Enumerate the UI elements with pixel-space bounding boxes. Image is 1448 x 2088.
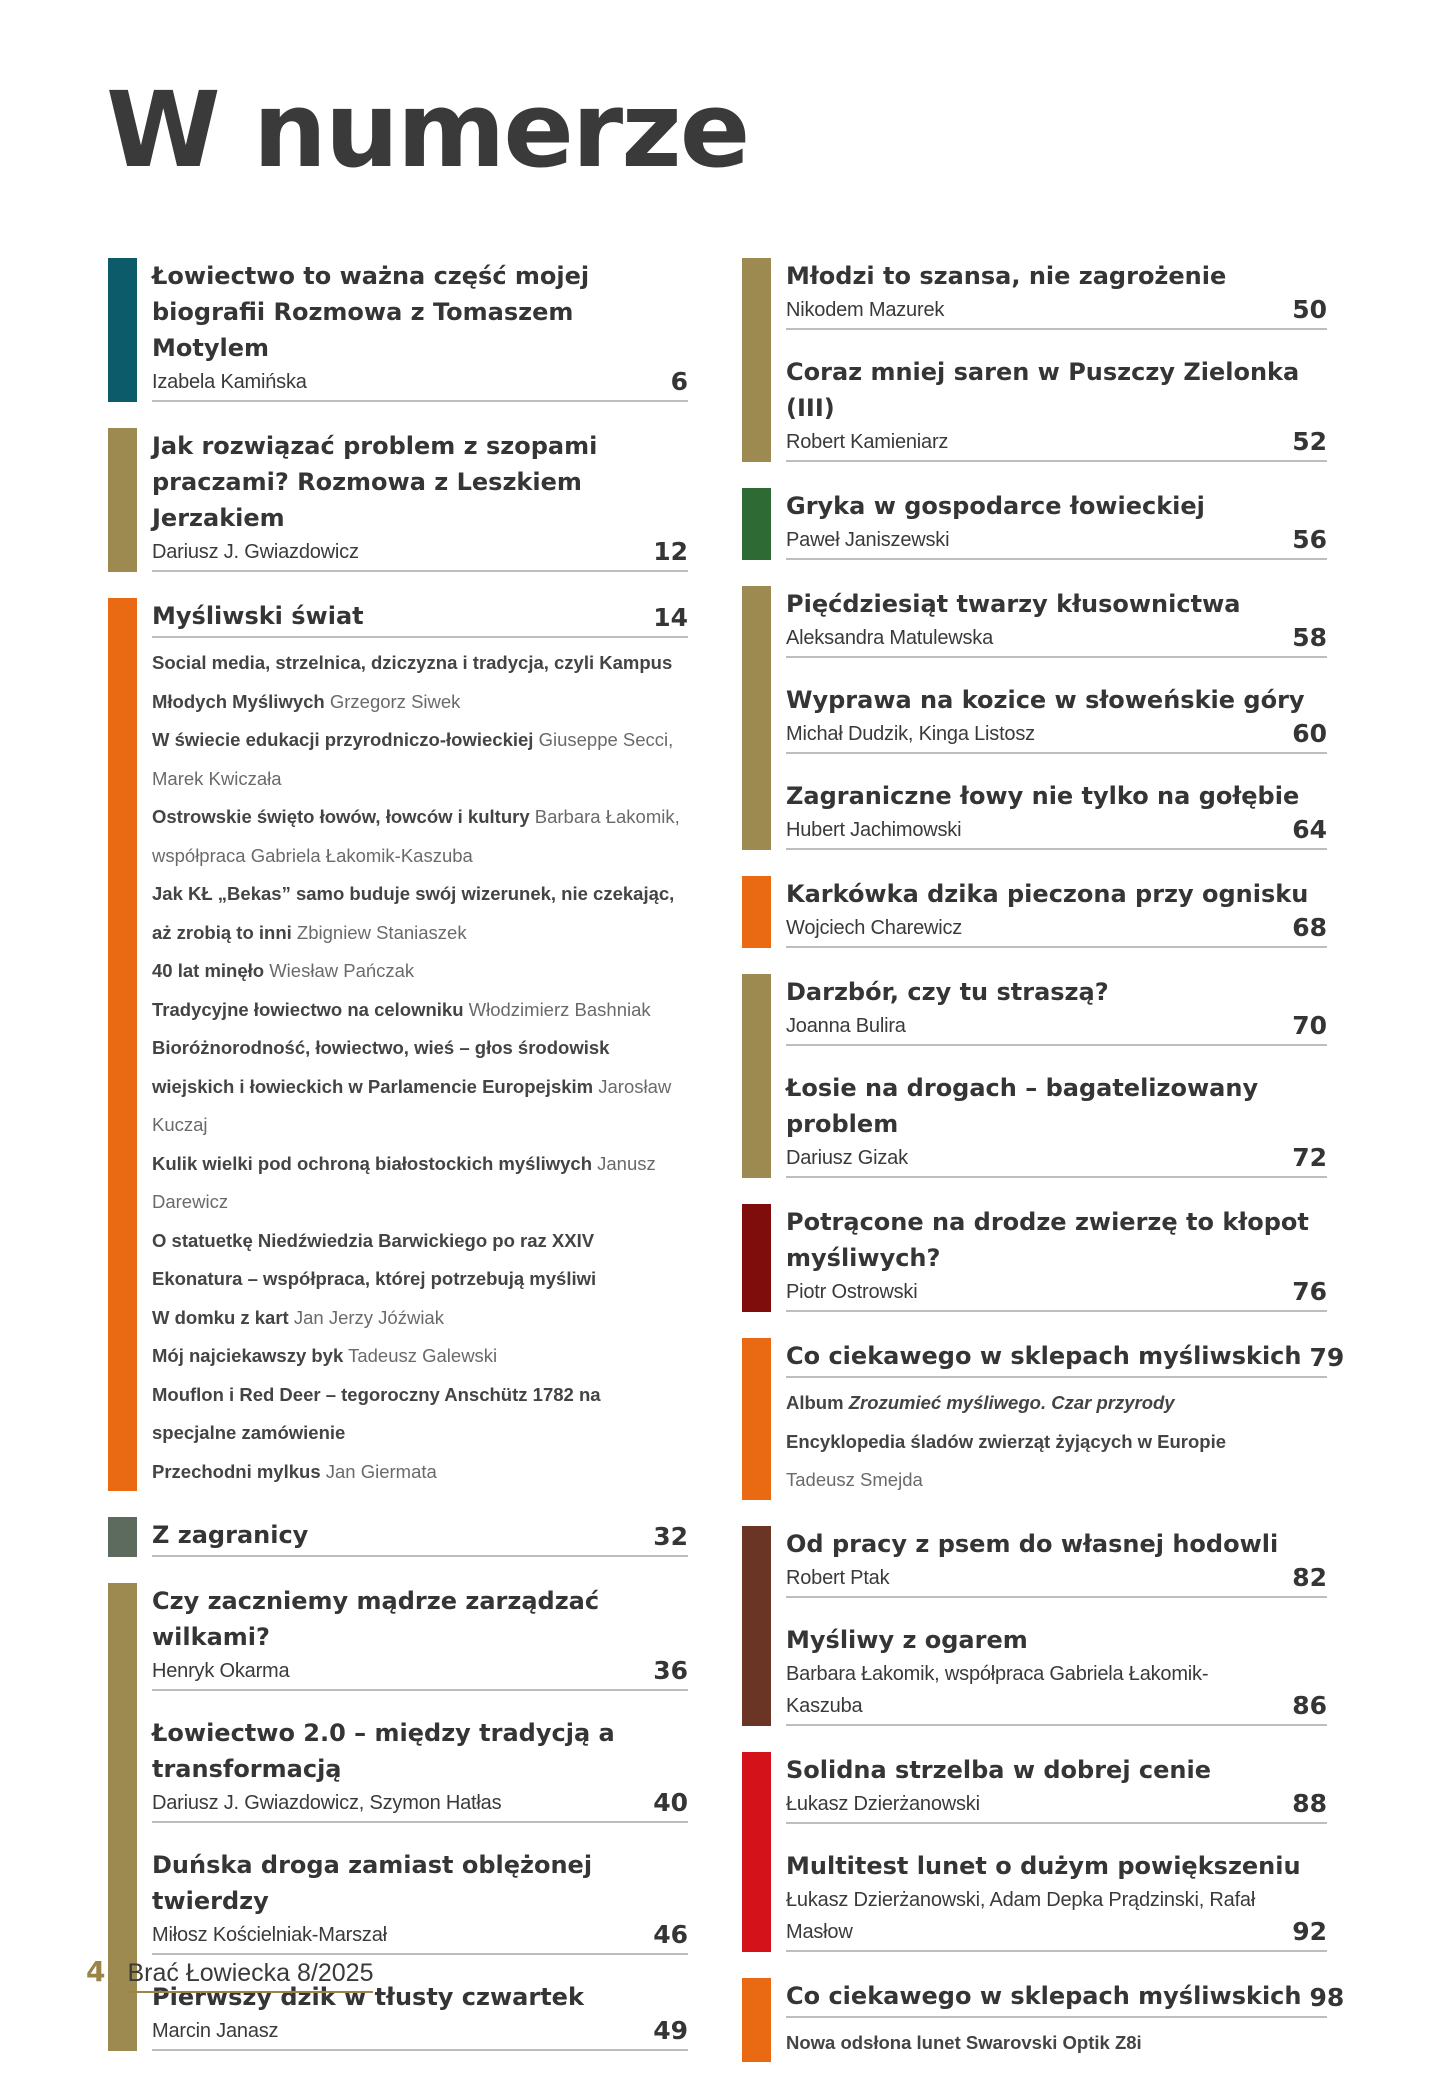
- entry-title: Łowiectwo 2.0 – między tradycją a transformacją: [152, 1719, 615, 1783]
- toc-block-sklepy: [742, 1338, 1345, 1500]
- section-color-bar: [742, 488, 771, 560]
- toc-entry[interactable]: [152, 258, 688, 402]
- entry-author: Łukasz Dzierżanowski, Adam Depka Prądzinski, Rafał Masłow: [786, 1888, 1256, 1943]
- entry-title: Od pracy z psem do własnej hodowli: [786, 1529, 1279, 1558]
- entry-author: Aleksandra Matulewska: [786, 627, 994, 649]
- subitem[interactable]: [152, 798, 688, 875]
- subitem[interactable]: [152, 1222, 688, 1261]
- subitem-author: Grzegorz Siwek: [329, 690, 461, 712]
- toc-entry[interactable]: [786, 258, 1327, 330]
- toc-block: [742, 974, 1327, 1178]
- entry-author: Izabela Kamińska: [152, 371, 307, 393]
- toc-block: [742, 258, 1327, 462]
- entry-title: Wyprawa na kozice w słoweńskie góry: [786, 686, 1305, 714]
- entry-title: Zagraniczne łowy nie tylko na gołębie: [786, 782, 1300, 810]
- entry-author: Dariusz Gizak: [786, 1147, 908, 1169]
- entry-page: 68: [1292, 913, 1327, 942]
- entry-author: Dariusz J. Gwiazdowicz: [152, 541, 359, 563]
- section-color-bar: [742, 1204, 771, 1312]
- section-color-bar: [108, 598, 137, 1491]
- toc-entry[interactable]: [152, 1583, 688, 1691]
- subitem-author: Tadeusz Smejda: [786, 1469, 923, 1490]
- subitem[interactable]: [152, 952, 688, 991]
- entry-author: Marcin Janasz: [152, 2020, 279, 2042]
- subitem[interactable]: [152, 1299, 688, 1338]
- entry-author: Nikodem Mazurek: [786, 299, 945, 321]
- subitem-author: Zbigniew Staniaszek: [296, 921, 467, 943]
- toc-block: [108, 1517, 688, 1557]
- subitem-title: Ekonatura – współpraca, której potrzebują myśliwi: [152, 1268, 597, 1289]
- section-color-bar: [742, 876, 771, 948]
- subitem[interactable]: [152, 875, 688, 952]
- subitem-list: [786, 2024, 1327, 2063]
- subitem[interactable]: [152, 991, 688, 1030]
- section-color-bar: [742, 1526, 771, 1726]
- entry-page: 56: [1292, 525, 1327, 554]
- entry-author: Dariusz J. Gwiazdowicz, Szymon Hatłas: [152, 1792, 502, 1814]
- subitem-title: Jak KŁ „Bekas” samo buduje swój wizerunek, nie czekając, aż zrobią to inni: [152, 883, 675, 943]
- entry-title: Co ciekawego w sklepach myśliwskich: [786, 1342, 1302, 1370]
- entry-title: Młodzi to szansa, nie zagrożenie: [786, 262, 1227, 290]
- entry-page: 64: [1292, 815, 1327, 844]
- page-title: W numerze: [106, 69, 749, 191]
- subitem[interactable]: [152, 721, 688, 798]
- subitem[interactable]: [152, 1376, 688, 1453]
- subitem-list: [152, 644, 688, 1491]
- subitem[interactable]: [152, 1453, 688, 1492]
- subitem-title: Przechodni mylkus: [152, 1460, 321, 1482]
- entry-title: Darzbór, czy tu straszą?: [786, 978, 1109, 1006]
- entry-author: Joanna Bulira: [786, 1015, 906, 1037]
- entry-page: 6: [670, 367, 688, 396]
- right-column: [742, 258, 1345, 2088]
- entry-title: Solidna strzelba w dobrej cenie: [786, 1755, 1212, 1784]
- toc-entry[interactable]: [786, 1848, 1327, 1952]
- toc-entry[interactable]: [152, 1517, 688, 1557]
- subitem-author: Janusz Darewicz: [152, 1152, 656, 1212]
- entry-title: Jak rozwiązać problem z szopami praczami? Rozmowa z Leszkiem Jerzakiem: [152, 432, 598, 532]
- toc-entry[interactable]: [786, 1752, 1327, 1824]
- toc-block: [742, 1752, 1327, 1952]
- entry-page: 58: [1292, 623, 1327, 652]
- entry-page: 32: [653, 1522, 688, 1551]
- entry-title: Czy zaczniemy mądrze zarządzać wilkami?: [152, 1587, 600, 1651]
- page-number: 4: [86, 1955, 106, 1988]
- entry-title: Łosie na drogach – bagatelizowany problem: [786, 1074, 1259, 1138]
- toc-entry[interactable]: [786, 1338, 1345, 1500]
- toc-entry[interactable]: [152, 428, 688, 572]
- subitem-author: Jarosław Kuczaj: [152, 1075, 672, 1135]
- section-color-bar: [742, 1978, 771, 2063]
- entry-title: Łowiectwo to ważna część mojej biografii Rozmowa z Tomaszem Motylem: [152, 262, 590, 362]
- subitem[interactable]: [152, 1029, 688, 1145]
- subitem-label: Album: [786, 1392, 844, 1413]
- subitem-list: [786, 1384, 1327, 1500]
- entry-title: Duńska droga zamiast oblężonej twierdzy: [152, 1851, 593, 1915]
- toc-entry[interactable]: [786, 354, 1327, 462]
- entry-page: 12: [653, 537, 688, 566]
- entry-page: 82: [1292, 1562, 1327, 1592]
- entry-page: 40: [653, 1788, 688, 1817]
- page-footer: [86, 1955, 373, 1993]
- entry-page: 14: [653, 603, 688, 632]
- toc-entry[interactable]: [786, 778, 1327, 850]
- entry-author: Paweł Janiszewski: [786, 529, 950, 551]
- entry-page: 79: [1309, 1343, 1345, 1372]
- toc-entry[interactable]: [786, 586, 1327, 658]
- entry-page: 36: [653, 1656, 688, 1685]
- toc-block-mysliwski-swiat: [108, 598, 688, 1491]
- entry-author: Robert Ptak: [786, 1566, 890, 1589]
- toc-block: [742, 1204, 1327, 1312]
- entry-page: 60: [1292, 719, 1327, 748]
- subitem-title: Tradycyjne łowiectwo na celowniku: [152, 998, 464, 1020]
- subitem[interactable]: [786, 2024, 1327, 2063]
- subitem-author: Barbara Łakomik, współpraca Gabriela Łakomik-Kaszuba: [152, 806, 680, 866]
- toc-entry[interactable]: [152, 598, 688, 1491]
- entry-author: Miłosz Kościelniak-Marszał: [152, 1924, 387, 1946]
- section-color-bar: [108, 428, 137, 572]
- entry-author: Henryk Okarma: [152, 1660, 290, 1682]
- subitem-title: Kulik wielki pod ochroną białostockich myśliwych: [152, 1152, 592, 1174]
- subitem-author: Giuseppe Secci, Marek Kwiczała: [152, 729, 674, 789]
- toc-block: [742, 1978, 1345, 2063]
- toc-block: [108, 258, 688, 402]
- entry-author: Piotr Ostrowski: [786, 1281, 918, 1303]
- entry-title: Potrącone na drodze zwierzę to kłopot myśliwych?: [786, 1208, 1309, 1272]
- entry-author: Michał Dudzik, Kinga Listosz: [786, 723, 1035, 745]
- entry-page: 98: [1309, 1982, 1345, 2012]
- entry-page: 72: [1292, 1143, 1327, 1172]
- entry-page: 70: [1292, 1011, 1327, 1040]
- toc-entry[interactable]: [786, 876, 1327, 948]
- entry-title: Coraz mniej saren w Puszczy Zielonka (III): [786, 358, 1300, 422]
- entry-title: Myśliwy z ogarem: [786, 1625, 1028, 1654]
- entry-page: 52: [1292, 427, 1327, 456]
- entry-title: Gryka w gospodarce łowieckiej: [786, 492, 1205, 520]
- toc-entry[interactable]: [786, 1622, 1327, 1726]
- section-color-bar: [742, 974, 771, 1178]
- entry-author: Łukasz Dzierżanowski: [786, 1792, 980, 1815]
- magazine-issue: Brać Łowiecka 8/2025: [127, 1959, 373, 1993]
- toc-block: [742, 1526, 1327, 1726]
- toc-block: [108, 428, 688, 572]
- toc-entry[interactable]: [152, 1847, 688, 1955]
- toc-entry[interactable]: [786, 488, 1327, 560]
- entry-title: Pięćdziesiąt twarzy kłusownictwa: [786, 590, 1241, 618]
- subitem: [786, 1461, 1327, 1500]
- toc-entry[interactable]: [786, 1978, 1345, 2063]
- entry-title: Multitest lunet o dużym powiększeniu: [786, 1851, 1301, 1880]
- subitem-title: Encyklopedia śladów zwierząt żyjących w Europie: [786, 1430, 1227, 1452]
- section-color-bar: [742, 1752, 771, 1952]
- left-column: [108, 258, 688, 2077]
- subitem[interactable]: [152, 1337, 688, 1376]
- entry-title: Pierwszy dzik w tłusty czwartek: [152, 1983, 584, 2011]
- entry-page: 50: [1292, 295, 1327, 324]
- subitem[interactable]: [786, 1384, 1327, 1423]
- subitem-title: W domku z kart: [152, 1306, 289, 1328]
- toc-block: [742, 876, 1327, 948]
- subitem-author: Wiesław Pańczak: [269, 960, 415, 981]
- subitem-title: Mój najciekawszy byk: [152, 1345, 344, 1366]
- section-color-bar: [108, 258, 137, 402]
- section-color-bar: [742, 258, 771, 462]
- subitem[interactable]: [152, 1260, 688, 1299]
- entry-title: Co ciekawego w sklepach myśliwskich: [786, 1981, 1302, 2010]
- section-color-bar: [742, 1338, 771, 1500]
- entry-page: 86: [1292, 1690, 1327, 1720]
- subitem-title: W świecie edukacji przyrodniczo-łowieckiej: [152, 729, 534, 750]
- subitem-title: Nowa odsłona lunet Swarovski Optik Z8i: [786, 2031, 1142, 2053]
- subitem-title: Zrozumieć myśliwego. Czar przyrody: [848, 1392, 1175, 1413]
- toc-block: [742, 586, 1327, 850]
- subitem-title: Social media, strzelnica, dziczyzna i tradycja, czyli Kampus Młodych Myśliwych: [152, 652, 673, 712]
- entry-title: Myśliwski świat: [152, 602, 364, 630]
- subitem-title: 40 lat minęło: [152, 960, 265, 981]
- section-color-bar: [742, 586, 771, 850]
- subitem[interactable]: [152, 1145, 688, 1222]
- entry-page: 76: [1292, 1277, 1327, 1306]
- entry-page: 92: [1292, 1916, 1327, 1946]
- entry-page: 49: [653, 2016, 688, 2045]
- subitem-author: Jan Jerzy Jóźwiak: [293, 1306, 444, 1328]
- subitem-title: O statuetkę Niedźwiedzia Barwickiego po raz XXIV: [152, 1229, 595, 1251]
- section-color-bar: [108, 1517, 137, 1557]
- entry-page: 46: [653, 1920, 688, 1949]
- subitem-author: Jan Giermata: [325, 1460, 437, 1482]
- toc-entry[interactable]: [786, 682, 1327, 754]
- subitem-author: Tadeusz Galewski: [348, 1345, 498, 1366]
- subitem-author: Włodzimierz Bashniak: [468, 998, 651, 1020]
- entry-author: Hubert Jachimowski: [786, 819, 962, 841]
- toc-entry[interactable]: [786, 974, 1327, 1046]
- entry-page: 88: [1292, 1788, 1327, 1818]
- subitem-title: Ostrowskie święto łowów, łowców i kultury: [152, 806, 530, 827]
- toc-entry[interactable]: [786, 1070, 1327, 1178]
- subitem[interactable]: [786, 1423, 1327, 1462]
- entry-author: Wojciech Charewicz: [786, 917, 963, 939]
- subitem-title: Mouflon i Red Deer – tegoroczny Anschütz 1782 na specjalne zamówienie: [152, 1383, 601, 1443]
- entry-author: Barbara Łakomik, współpraca Gabriela Łakomik-Kaszuba: [786, 1662, 1209, 1717]
- subitem[interactable]: [152, 644, 688, 721]
- entry-author: Robert Kamieniarz: [786, 431, 949, 453]
- subitem-title: Bioróżnorodność, łowiectwo, wieś – głos środowisk wiejskich i łowieckich w Parlamencie Europejskim: [152, 1037, 610, 1097]
- entry-title: Karkówka dzika pieczona przy ognisku: [786, 880, 1309, 908]
- toc-entry[interactable]: [786, 1204, 1327, 1312]
- toc-block: [742, 488, 1327, 560]
- entry-title: Z zagranicy: [152, 1521, 309, 1549]
- toc-entry[interactable]: [152, 1715, 688, 1823]
- toc-entry[interactable]: [786, 1526, 1327, 1598]
